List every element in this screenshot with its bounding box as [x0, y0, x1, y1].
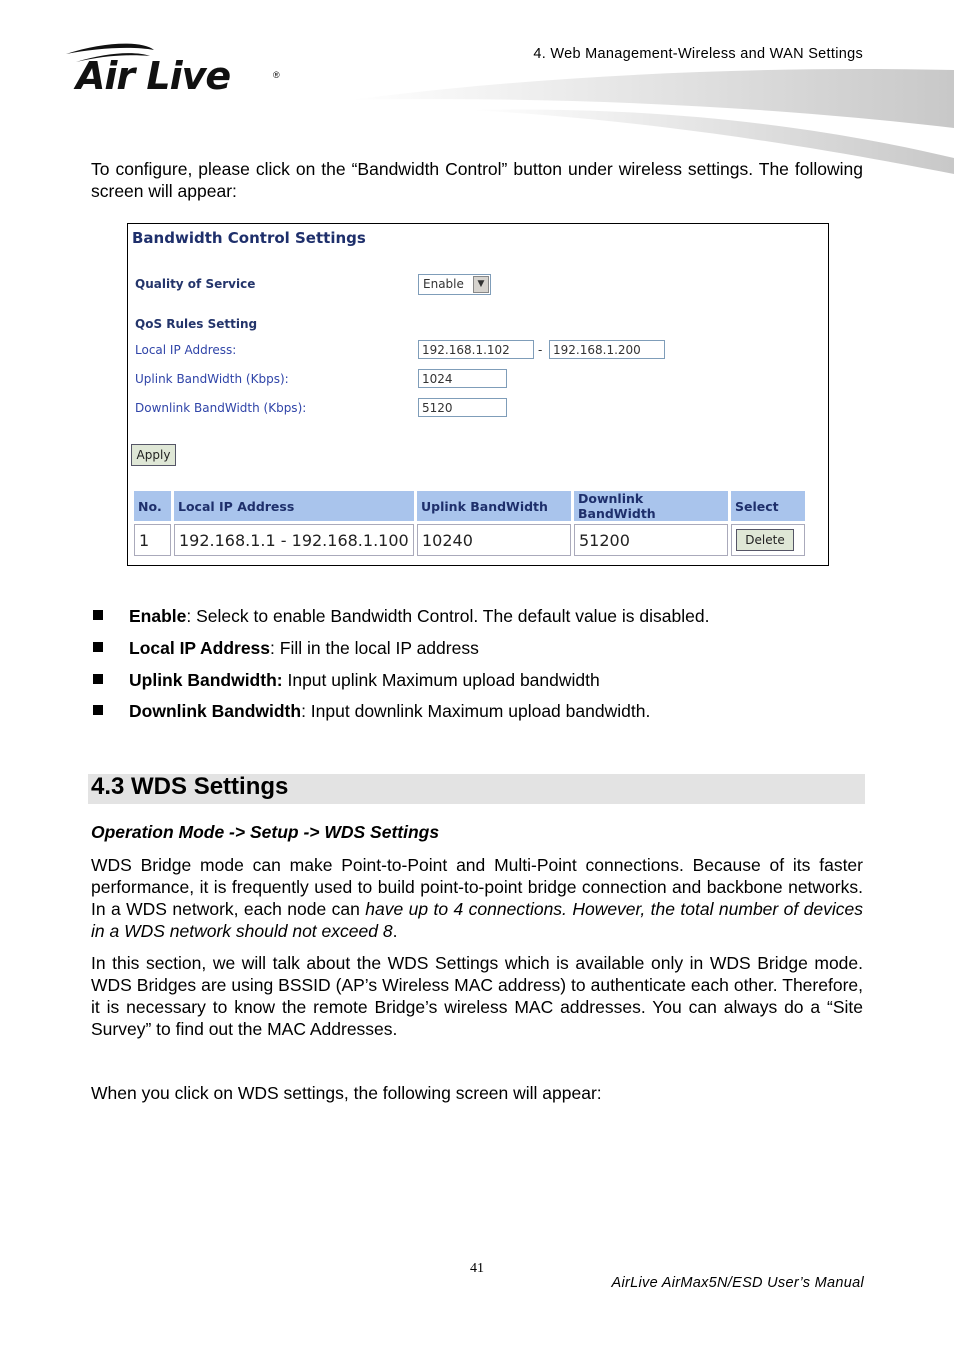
downlink-input[interactable]: 5120 [418, 398, 507, 417]
screenshot-title: Bandwidth Control Settings [132, 229, 366, 247]
bullet-text: : Seleck to enable Bandwidth Control. The default value is disabled. [186, 606, 710, 626]
bullet-local-ip [93, 638, 873, 659]
intro-paragraph: To configure, please click on the “Bandwidth Control” button under wireless settings. The following screen will appear: [91, 159, 863, 201]
uplink-label: Uplink BandWidth (Kbps): [135, 372, 289, 386]
col-header-downlink: Downlink BandWidth [574, 491, 728, 521]
cell-select [731, 524, 805, 556]
manual-title: AirLive AirMax5N/ESD User’s Manual [611, 1275, 864, 1291]
cell-downlink: 51200 [574, 524, 728, 556]
qos-rules-heading: QoS Rules Setting [135, 317, 258, 331]
menu-path: Operation Mode -> Setup -> WDS Settings [91, 822, 440, 842]
bullet-text: : Input downlink Maximum upload bandwidth. [301, 701, 651, 721]
local-ip-label: Local IP Address: [135, 343, 237, 357]
cell-no: 1 [134, 524, 171, 556]
p1-text: WDS Bridge mode can make Point-to-Point and Multi-Point connections. Because of its faster performance, it is frequently used to build point-to-point bridge connection and backbone networks. In a WDS network, each node can [91, 855, 863, 919]
apply-button[interactable]: Apply [131, 444, 176, 466]
bullet-term: Downlink Bandwidth [129, 701, 302, 721]
table-row [134, 524, 805, 556]
qos-select-value: Enable [423, 277, 464, 291]
bullet-term: Local IP Address [129, 638, 271, 658]
section-heading: 4.3 WDS Settings [91, 773, 289, 800]
cell-local-ip: 192.168.1.1 - 192.168.1.100 [174, 524, 414, 556]
local-ip-start-input[interactable]: 192.168.1.102 [418, 340, 534, 359]
qos-select[interactable] [418, 274, 491, 295]
uplink-input[interactable]: 1024 [418, 369, 507, 388]
bullet-enable [93, 606, 873, 627]
chapter-title: 4. Web Management-Wireless and WAN Settings [533, 46, 863, 62]
wds-paragraph-1 [91, 854, 863, 942]
p1-end: . [392, 921, 398, 941]
wds-paragraph-3: When you click on WDS settings, the following screen will appear: [91, 1083, 602, 1103]
qos-label: Quality of Service [135, 277, 256, 291]
table-header-row [134, 491, 805, 521]
square-bullet-icon [93, 642, 103, 652]
ip-range-dash: - [538, 343, 543, 357]
square-bullet-icon [93, 705, 103, 715]
bullet-uplink [93, 670, 873, 691]
bullet-downlink [93, 701, 873, 722]
cell-uplink: 10240 [417, 524, 571, 556]
chevron-down-icon[interactable]: ▼ [473, 276, 489, 293]
col-header-no: No. [134, 491, 171, 521]
bullet-term: Uplink Bandwidth: [129, 670, 283, 690]
registered-mark: ® [273, 70, 280, 80]
square-bullet-icon [93, 610, 103, 620]
bullet-text: : Fill in the local IP address [270, 638, 479, 658]
col-header-uplink: Uplink BandWidth [417, 491, 571, 521]
local-ip-end-input[interactable]: 192.168.1.200 [549, 340, 665, 359]
brand-logo: Air Live [76, 54, 231, 98]
bandwidth-control-screenshot [127, 223, 829, 566]
delete-button[interactable]: Delete [736, 529, 794, 551]
col-header-select: Select [731, 491, 805, 521]
downlink-label: Downlink BandWidth (Kbps): [135, 401, 307, 415]
page-number: 41 [470, 1261, 484, 1276]
col-header-local-ip: Local IP Address [174, 491, 414, 521]
bullet-text: Input uplink Maximum upload bandwidth [282, 670, 600, 690]
p1-italic-text: have up to 4 connections. However, the total number of devices in a WDS network should not exceed 8 [91, 899, 863, 941]
wds-paragraph-2: In this section, we will talk about the WDS Settings which is available only in WDS Bridge mode. WDS Bridges are using BSSID (AP’s Wireless MAC address) to authenticate each other. Therefore, it is necessary to know the remote Bridge’s wireless MAC addresses. You can always do a “Site Survey” to find out the MAC Addresses. [91, 953, 863, 1039]
bullet-term: Enable [129, 606, 187, 626]
square-bullet-icon [93, 674, 103, 684]
qos-rules-table [131, 488, 808, 559]
